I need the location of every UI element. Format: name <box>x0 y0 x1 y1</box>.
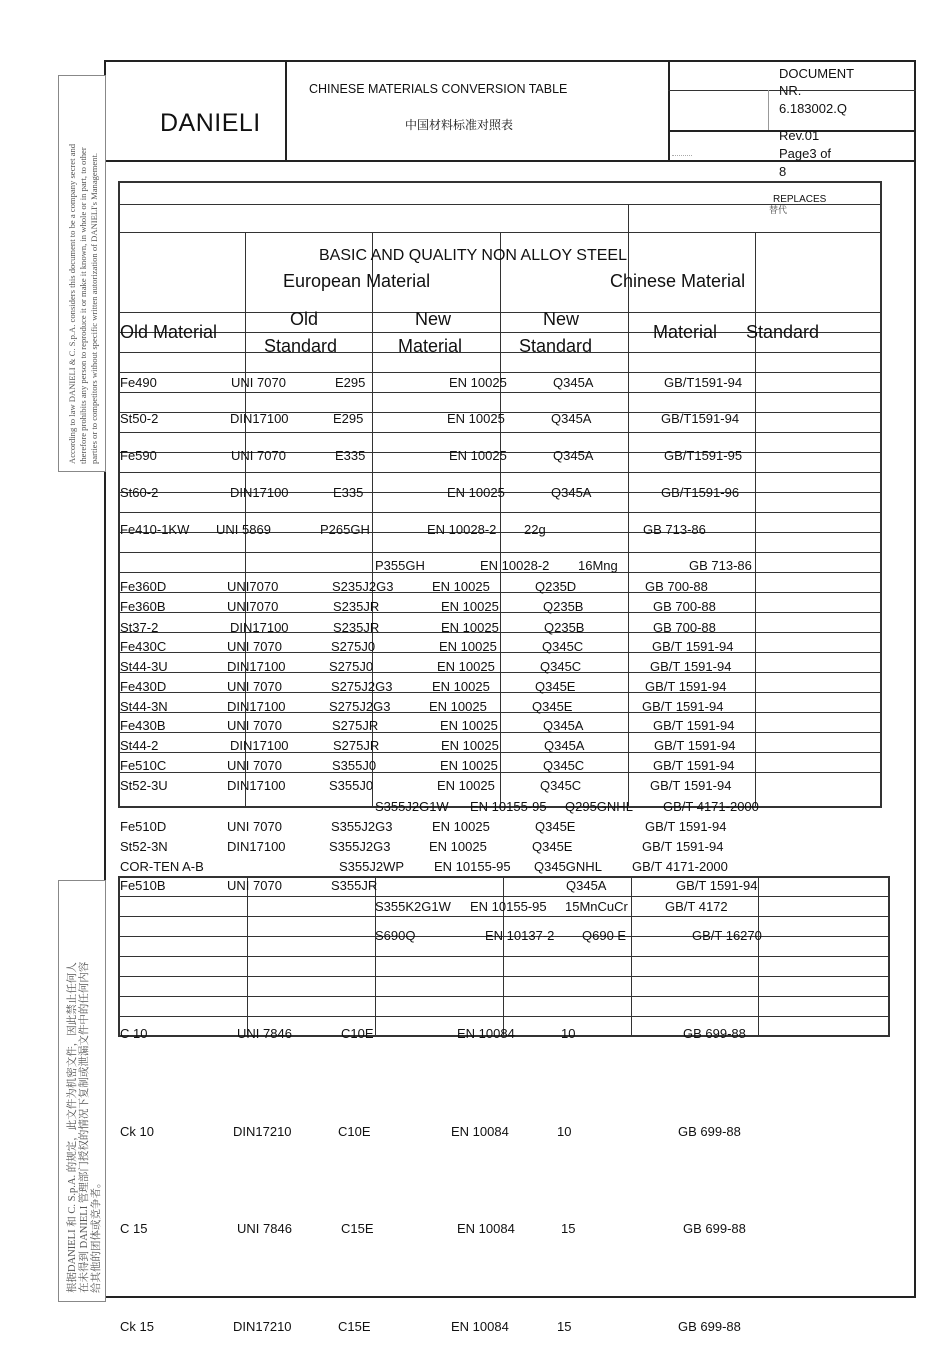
cell-cn-material: Q345A <box>553 375 594 390</box>
cell-cn-material: Q345C <box>542 639 584 654</box>
cell-old-standard: DIN17100 <box>230 620 289 635</box>
cell-cn-standard: GB/T1591-94 <box>661 411 740 426</box>
cell-old-material: Fe510C <box>120 758 167 773</box>
confidentiality-line-3: parties or to competitors without specific written autorization of DANIELI's Management. <box>89 152 99 464</box>
cell-cn-material: Q235D <box>535 579 577 594</box>
cell-old-standard: UNI 7070 <box>227 819 282 834</box>
cell-new-standard: EN 10084 <box>451 1319 509 1334</box>
cell-new-material: E295 <box>335 375 366 390</box>
cell-old-material: Ck 10 <box>120 1124 154 1139</box>
cell-old-material: St44-2 <box>120 738 159 753</box>
cell-new-material: S355J2G3 <box>329 839 391 854</box>
cell-cn-standard: GB 699-88 <box>683 1221 746 1236</box>
col-old-standard-2: Standard <box>264 336 338 356</box>
cell-cn-standard: GB 700-88 <box>653 599 716 614</box>
cell-new-material: S275JR <box>332 718 379 733</box>
cell-new-material: E335 <box>333 485 364 500</box>
company-logo: DANIELI <box>160 109 261 137</box>
cell-old-material: Fe590 <box>120 448 157 463</box>
cell-old-standard: UNI 7846 <box>237 1026 292 1041</box>
cell-new-material: S355J0 <box>332 758 377 773</box>
cell-cn-material: Q345C <box>543 758 585 773</box>
cell-old-material: Fe410-1KW <box>120 522 190 537</box>
cell-cn-standard: GB/T 1591-94 <box>653 718 735 733</box>
cell-old-standard: DIN17100 <box>227 699 286 714</box>
cell-cn-standard: GB 713-86 <box>643 522 706 537</box>
confidentiality-line-1: According to law DANIELI & C. S.p.A. considers this document to be a company secret and <box>67 143 77 464</box>
revision: Rev.01 <box>779 128 820 143</box>
cell-old-material: St52-3U <box>120 778 168 793</box>
cell-new-material: S275J0 <box>329 659 374 674</box>
cell-old-standard: UNI 7070 <box>231 375 286 390</box>
cell-new-standard: EN 10025 <box>432 579 490 594</box>
cell-old-standard: UNI 7846 <box>237 1221 292 1236</box>
confidentiality-text-zh <box>67 962 103 1293</box>
cell-cn-standard: GB 699-88 <box>678 1124 741 1139</box>
confidentiality-text-en <box>67 144 100 464</box>
cell-cn-standard: GB/T 1591-94 <box>650 659 732 674</box>
cell-cn-material: Q345A <box>544 738 585 753</box>
cell-old-material: St52-3N <box>120 839 168 854</box>
grid-col-5 <box>755 232 756 808</box>
cell-cn-standard: GB/T 4171-2000 <box>632 859 728 874</box>
header-dotted-mark <box>672 155 692 156</box>
confidentiality-zh-line-1: 根据DANIELI 和 C. S.p.A. 的规定，此文件为机密文件，因此禁止任何人 <box>67 962 78 1293</box>
cell-old-material: Fe510B <box>120 878 166 893</box>
replaces-label-zh: 替代 <box>769 205 788 215</box>
cell-new-material: S235JR <box>333 599 380 614</box>
cell-new-material: S355J2G3 <box>331 819 393 834</box>
cell-old-standard: DIN17100 <box>230 738 289 753</box>
col-new-standard-1: New <box>543 309 580 329</box>
cell-new-standard: EN 10025 <box>432 679 490 694</box>
confidentiality-zh-line-2: 在未得到 DANIELI 管理部门授权的情况下复制或泄漏文件中的任何内容 <box>79 961 90 1293</box>
cell-cn-standard: GB/T 1591-94 <box>642 699 724 714</box>
cell-cn-material: 22g <box>524 522 546 537</box>
cell-cn-material: Q345GNHL <box>534 859 602 874</box>
cell-cn-material: 15MnCuCr <box>565 899 628 914</box>
cell-new-standard: EN 10155-95 <box>470 899 547 914</box>
cell-old-standard: DIN17100 <box>227 839 286 854</box>
cell-old-standard: UNI 5869 <box>216 522 271 537</box>
cell-cn-material: Q345A <box>543 718 584 733</box>
col-new-material-1: New <box>415 309 452 329</box>
cell-new-standard: EN 10025 <box>432 819 490 834</box>
confidentiality-zh-line-3: 给其他的团体或竞争者。 <box>91 1177 102 1293</box>
grid-line <box>118 392 881 393</box>
cell-cn-material: Q345A <box>566 878 607 893</box>
cell-cn-material: 15 <box>561 1221 576 1236</box>
cell-old-material: St60-2 <box>120 485 159 500</box>
cell-old-material: Fe360D <box>120 579 167 594</box>
cell-new-standard: EN 10155-95 <box>434 859 511 874</box>
cell-cn-material: Q345E <box>532 839 573 854</box>
cell-old-standard: DIN17210 <box>233 1319 292 1334</box>
european-material-group: European Material <box>283 271 431 291</box>
cell-cn-standard: GB/T 1591-94 <box>650 778 732 793</box>
grid-line <box>118 472 881 473</box>
cell-new-standard: EN 10025 <box>441 738 499 753</box>
cell-cn-standard: GB/T 1591-94 <box>653 758 735 773</box>
section-title: BASIC AND QUALITY NON ALLOY STEEL <box>319 247 627 264</box>
cell-cn-material: Q345A <box>553 448 594 463</box>
cell-new-standard: EN 10025 <box>441 620 499 635</box>
cell-new-standard: EN 10155-95 <box>470 799 547 814</box>
cell-new-standard: EN 10137-2 <box>485 928 555 943</box>
cell-old-material: St44-3N <box>120 699 168 714</box>
cell-new-standard: EN 10025 <box>449 448 507 463</box>
cell-old-standard: UNI 7070 <box>231 448 286 463</box>
cell-old-standard: UNI 7070 <box>227 718 282 733</box>
cell-old-material: Fe360B <box>120 599 166 614</box>
cell-new-standard: EN 10025 <box>441 599 499 614</box>
cell-new-standard: EN 10025 <box>440 758 498 773</box>
cell-new-material: S275JR <box>333 738 380 753</box>
grid-line <box>118 512 881 513</box>
grid-line <box>118 204 881 205</box>
cell-new-material: P265GH <box>320 522 370 537</box>
cell-old-standard: UNI 7070 <box>227 878 282 893</box>
cell-new-material: S690Q <box>375 928 416 943</box>
chinese-material-group: Chinese Material <box>610 271 746 291</box>
cell-cn-standard: GB/T 1591-94 <box>645 679 727 694</box>
cell-new-standard: EN 10025 <box>429 699 487 714</box>
cell-new-material: S355J2G1W <box>375 799 449 814</box>
cell-old-standard: UNI 7070 <box>227 758 282 773</box>
cell-cn-standard: GB/T1591-95 <box>664 448 743 463</box>
cell-new-standard: EN 10084 <box>457 1026 515 1041</box>
cell-cn-standard: GB/T 4171-2000 <box>663 799 759 814</box>
cell-cn-material: Q235B <box>543 599 584 614</box>
cell-cn-material: Q690 E <box>582 928 627 943</box>
grid-line <box>118 432 881 433</box>
cell-new-standard: EN 10025 <box>437 659 495 674</box>
cell-old-material: Fe430C <box>120 639 167 654</box>
cell-old-material: St50-2 <box>120 411 159 426</box>
cell-old-standard: DIN17100 <box>227 659 286 674</box>
confidentiality-strip-zh <box>58 880 106 1302</box>
confidentiality-strip-en <box>58 75 106 472</box>
cell-new-material: C10E <box>338 1124 371 1139</box>
cell-new-material: S275J2G3 <box>331 679 393 694</box>
cell-new-material: S235J2G3 <box>332 579 394 594</box>
cell-cn-material: Q345E <box>535 819 576 834</box>
cell-cn-standard: GB/T1591-96 <box>661 485 740 500</box>
header-divider-2 <box>668 60 670 161</box>
cell-new-material: E335 <box>335 448 366 463</box>
cell-cn-material: Q345C <box>540 778 582 793</box>
cell-old-material: Fe490 <box>120 375 157 390</box>
col-old-standard-1: Old <box>290 309 319 329</box>
cell-cn-standard: GB/T 1591-94 <box>645 819 727 834</box>
cell-cn-material: Q295GNHL <box>565 799 633 814</box>
cell-new-standard: EN 10084 <box>451 1124 509 1139</box>
cell-new-standard: EN 10025 <box>447 411 505 426</box>
cell-cn-standard: GB/T 16270 <box>692 928 762 943</box>
cell-old-material: Fe430B <box>120 718 166 733</box>
header-right-inner-divider <box>768 90 769 130</box>
cell-new-material: S275J0 <box>331 639 376 654</box>
cell-new-material: S355JR <box>331 878 378 893</box>
cell-old-standard: DIN17210 <box>233 1124 292 1139</box>
cell-old-material: C 15 <box>120 1221 148 1236</box>
col-new-standard-2: Standard <box>519 336 593 356</box>
cell-cn-material: Q345C <box>540 659 582 674</box>
cell-cn-standard: GB 700-88 <box>645 579 708 594</box>
col-cn-material: Material <box>653 322 718 342</box>
cell-cn-standard: GB/T1591-94 <box>664 375 743 390</box>
cell-new-standard: EN 10028-2 <box>427 522 497 537</box>
cell-cn-material: 16Mng <box>578 558 618 573</box>
cell-new-material: P355GH <box>375 558 425 573</box>
grid-line <box>118 552 881 553</box>
document-title-zh: 中国材料标准对照表 <box>405 118 514 132</box>
cell-new-standard: EN 10084 <box>457 1221 515 1236</box>
cell-new-standard: EN 10025 <box>440 718 498 733</box>
col-cn-standard: Standard <box>746 322 820 342</box>
cell-cn-standard: GB/T 4172 <box>665 899 728 914</box>
header-divider-1 <box>285 60 287 161</box>
cell-old-material: St44-3U <box>120 659 168 674</box>
grid-line <box>118 352 881 353</box>
grid-line <box>118 372 881 373</box>
cell-old-standard: DIN17100 <box>230 411 289 426</box>
cell-new-standard: EN 10025 <box>447 485 505 500</box>
cell-old-standard: DIN17100 <box>227 778 286 793</box>
cell-new-material: S235JR <box>333 620 380 635</box>
cell-new-material: S275J2G3 <box>329 699 391 714</box>
cell-new-material: S355J2WP <box>339 859 405 874</box>
cell-cn-material: Q345A <box>551 485 592 500</box>
cell-old-standard: UNI 7070 <box>227 639 282 654</box>
cell-old-material: C 10 <box>120 1026 148 1041</box>
document-number-label: DOCUMENT <box>779 66 855 81</box>
grid-col-4 <box>631 876 632 1036</box>
document-number: 6.183002.Q <box>779 101 847 116</box>
cell-cn-standard: GB/T 1591-94 <box>642 839 724 854</box>
cell-new-standard: EN 10025 <box>449 375 507 390</box>
cell-old-standard: UNI7070 <box>227 599 279 614</box>
document-title: CHINESE MATERIALS CONVERSION TABLE <box>309 82 568 96</box>
cell-new-material: S355K2G1W <box>375 899 451 914</box>
grid-col-3 <box>500 232 501 808</box>
cell-cn-standard: GB/T 1591-94 <box>654 738 736 753</box>
page-number: Page3 of <box>779 146 832 161</box>
cell-cn-material: 10 <box>561 1026 576 1041</box>
cell-cn-standard: GB 713-86 <box>689 558 752 573</box>
document-number-label-2: NR. <box>779 83 802 98</box>
cell-old-material: Fe430D <box>120 679 167 694</box>
cell-old-material: St37-2 <box>120 620 159 635</box>
cell-new-material: C15E <box>338 1319 371 1334</box>
cell-new-standard: EN 10025 <box>429 839 487 854</box>
cell-new-material: S355J0 <box>329 778 374 793</box>
cell-cn-standard: GB 699-88 <box>683 1026 746 1041</box>
cell-cn-standard: GB/T 1591-94 <box>676 878 758 893</box>
cell-cn-standard: GB 700-88 <box>653 620 716 635</box>
cell-new-standard: EN 10025 <box>439 639 497 654</box>
col-new-material-2: Material <box>398 336 463 356</box>
cell-old-material: Ck 15 <box>120 1319 154 1334</box>
grid-col-1 <box>247 876 248 1036</box>
cell-cn-standard: GB 699-88 <box>678 1319 741 1334</box>
cell-old-standard: UNI7070 <box>227 579 279 594</box>
cell-cn-material: 10 <box>557 1124 572 1139</box>
col-old-material: Old Material <box>120 322 218 342</box>
grid-line <box>118 312 881 313</box>
cell-new-standard: EN 10025 <box>437 778 495 793</box>
cell-new-material: C10E <box>341 1026 374 1041</box>
cell-cn-standard: GB/T 1591-94 <box>652 639 734 654</box>
cell-cn-material: Q345E <box>535 679 576 694</box>
cell-old-standard: DIN17100 <box>230 485 289 500</box>
cell-new-material: C15E <box>341 1221 374 1236</box>
page-total: 8 <box>779 164 787 179</box>
grid-col-5 <box>758 876 759 1036</box>
cell-old-material: COR-TEN A-B <box>120 859 204 874</box>
cell-cn-material: Q235B <box>544 620 585 635</box>
replaces-label: REPLACES <box>773 194 827 205</box>
grid-col-4 <box>628 232 629 808</box>
cell-old-standard: UNI 7070 <box>227 679 282 694</box>
cell-cn-material: Q345A <box>551 411 592 426</box>
grid-line <box>628 204 629 232</box>
cell-cn-material: 15 <box>557 1319 572 1334</box>
cell-old-material: Fe510D <box>120 819 167 834</box>
cell-new-material: E295 <box>333 411 364 426</box>
confidentiality-line-2: therefore prohibits any person to reproduce it or make it known, in whole or in part, to other <box>78 147 88 464</box>
cell-new-standard: EN 10028-2 <box>480 558 550 573</box>
cell-cn-material: Q345E <box>532 699 573 714</box>
